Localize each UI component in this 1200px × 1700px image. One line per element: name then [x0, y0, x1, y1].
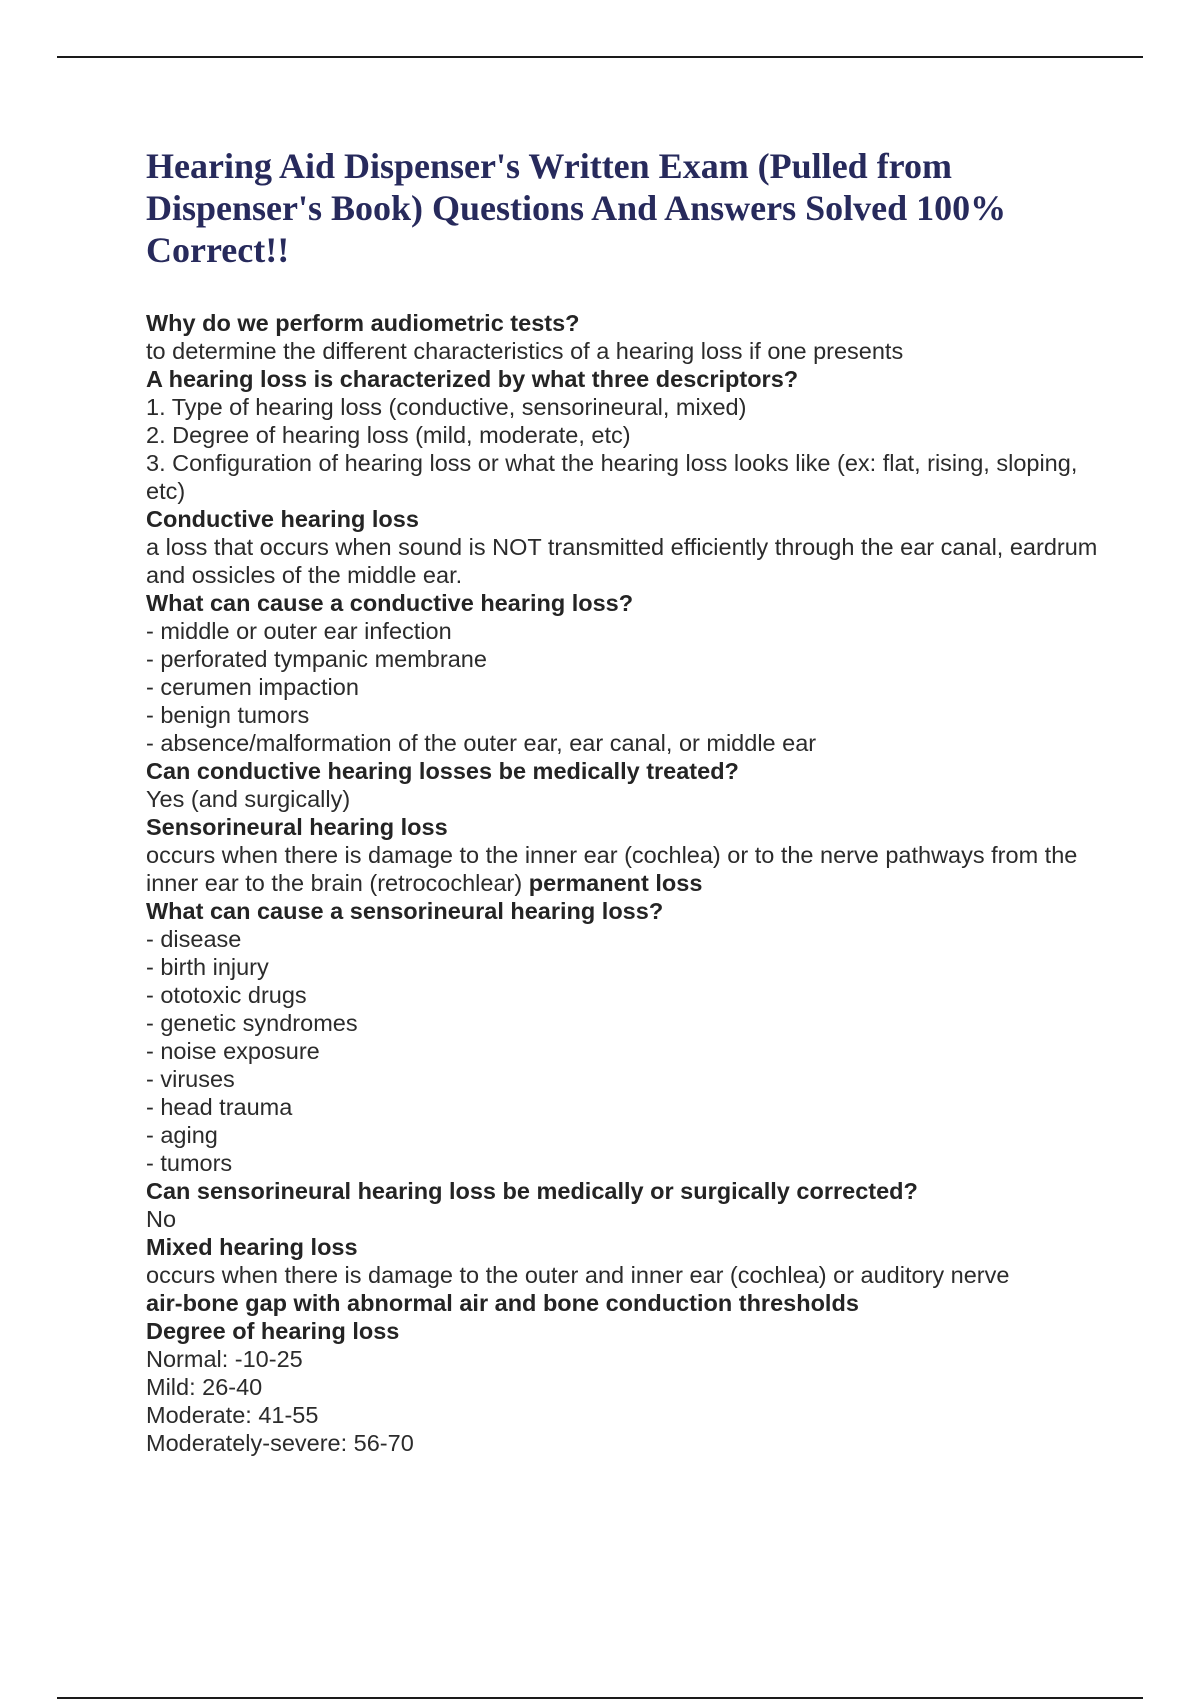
- answer-line: Normal: -10-25: [146, 1346, 303, 1372]
- qa-item: [146, 757, 1106, 813]
- question: Mixed hearing loss: [146, 1234, 358, 1260]
- qa-item: [146, 589, 1106, 757]
- answer-emphasis-line: air-bone gap with abnormal air and bone conduction thresholds: [146, 1290, 859, 1316]
- answer-line: Yes (and surgically): [146, 786, 351, 812]
- answer-line: - ototoxic drugs: [146, 982, 307, 1008]
- header-rule: [57, 56, 1143, 58]
- qa-item: [146, 1317, 1106, 1457]
- question: What can cause a sensorineural hearing loss?: [146, 898, 664, 924]
- answer-line: - middle or outer ear infection: [146, 618, 452, 644]
- answer-line: - birth injury: [146, 954, 269, 980]
- answer-line: Moderate: 41-55: [146, 1402, 319, 1428]
- answer-paragraph: [146, 841, 1106, 897]
- question: Sensorineural hearing loss: [146, 814, 448, 840]
- answer-line: - genetic syndromes: [146, 1010, 358, 1036]
- answer-line: 2. Degree of hearing loss (mild, moderate, etc): [146, 422, 631, 448]
- answer-line: - benign tumors: [146, 702, 310, 728]
- answer-line: occurs when there is damage to the outer and inner ear (cochlea) or auditory nerve: [146, 1262, 1010, 1288]
- answer-line: Moderately-severe: 56-70: [146, 1430, 414, 1456]
- answer-line: No: [146, 1206, 177, 1232]
- answer-line: 1. Type of hearing loss (conductive, sensorineural, mixed): [146, 394, 747, 420]
- answer-line: - absence/malformation of the outer ear, ear canal, or middle ear: [146, 730, 817, 756]
- footer-rule: [57, 1697, 1143, 1699]
- answer-line: - cerumen impaction: [146, 674, 359, 700]
- qa-list: [146, 309, 1106, 1457]
- document-body: [146, 145, 1106, 1457]
- qa-item: [146, 505, 1106, 589]
- answer-line: 3. Configuration of hearing loss or what the hearing loss looks like (ex: flat, rising, sloping, etc): [146, 450, 1084, 504]
- answer-line: to determine the different characteristics of a hearing loss if one presents: [146, 338, 904, 364]
- answer-line: - disease: [146, 926, 242, 952]
- answer-line: - aging: [146, 1122, 218, 1148]
- answer-line: - head trauma: [146, 1094, 293, 1120]
- document-title: Hearing Aid Dispenser's Written Exam (Pulled from Dispenser's Book) Questions And Answers Solved 100% Correct!!: [146, 146, 1007, 270]
- qa-item: [146, 1233, 1106, 1317]
- question: Degree of hearing loss: [146, 1318, 400, 1344]
- answer-emphasis: permanent loss: [528, 870, 703, 896]
- answer-line: Mild: 26-40: [146, 1374, 263, 1400]
- qa-item: [146, 897, 1106, 1177]
- question: Can conductive hearing losses be medically treated?: [146, 758, 739, 784]
- answer-line: - noise exposure: [146, 1038, 320, 1064]
- answer-text: occurs when there is damage to the inner ear (cochlea) or to the nerve pathways from the inner ear to the brain (retrocochlear): [146, 842, 1084, 896]
- qa-item: [146, 1177, 1106, 1233]
- qa-item: [146, 365, 1106, 505]
- qa-item: [146, 813, 1106, 897]
- question: A hearing loss is characterized by what three descriptors?: [146, 366, 799, 392]
- question: Conductive hearing loss: [146, 506, 419, 532]
- question: Can sensorineural hearing loss be medically or surgically corrected?: [146, 1178, 918, 1204]
- answer-line: a loss that occurs when sound is NOT transmitted efficiently through the ear canal, eardrum and ossicles of the middle ear.: [146, 534, 1104, 588]
- answer-line: - viruses: [146, 1066, 235, 1092]
- qa-item: [146, 309, 1106, 365]
- answer-line: - perforated tympanic membrane: [146, 646, 487, 672]
- question: Why do we perform audiometric tests?: [146, 310, 580, 336]
- question: What can cause a conductive hearing loss?: [146, 590, 634, 616]
- answer-line: - tumors: [146, 1150, 233, 1176]
